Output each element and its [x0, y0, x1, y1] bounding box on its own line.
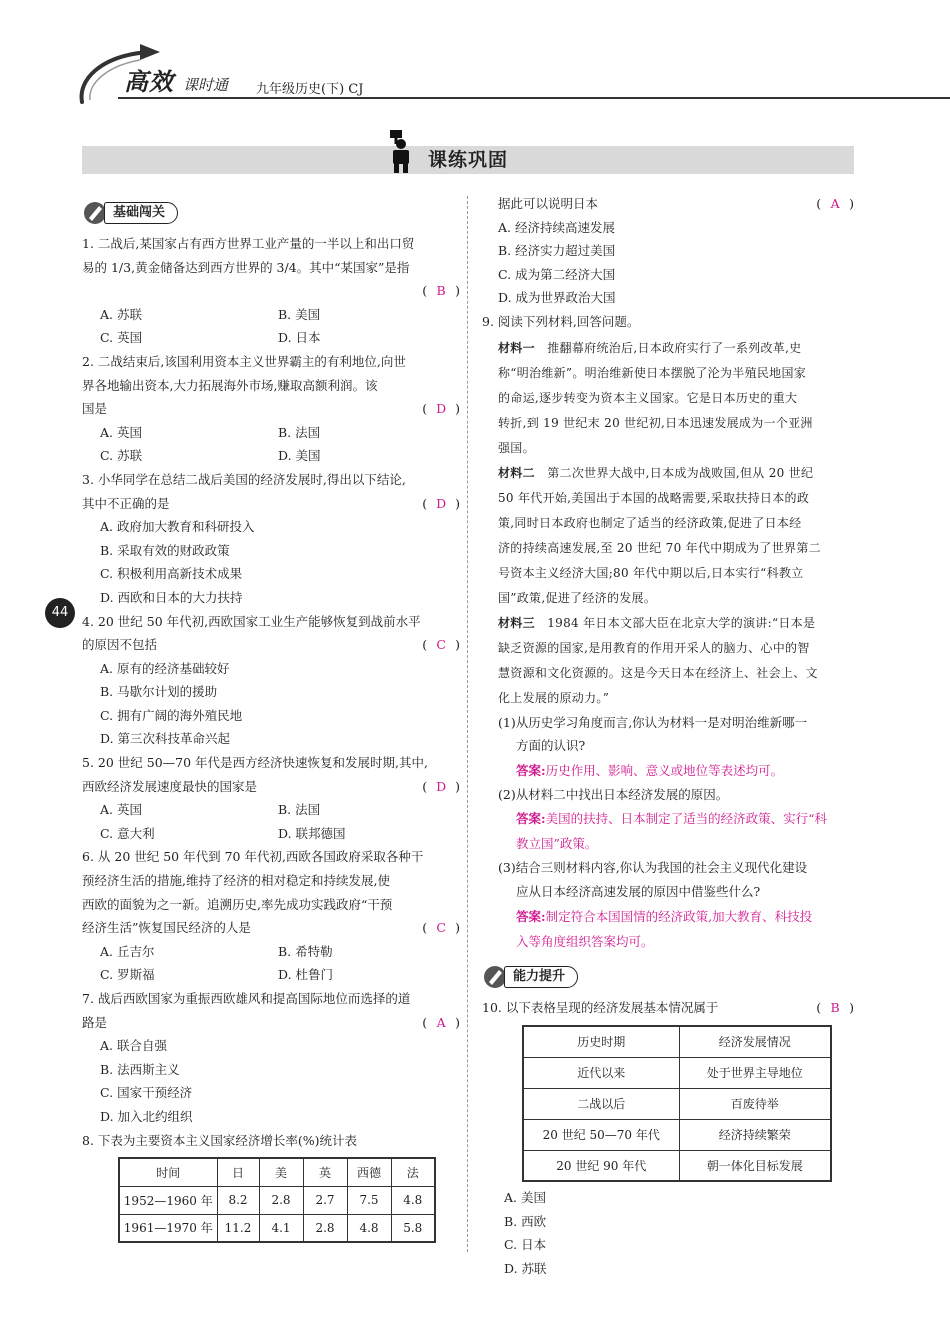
advanced-tag — [482, 964, 854, 990]
option: A. 丘吉尔 — [100, 943, 155, 959]
option: B. 希特勒 — [278, 943, 333, 959]
table-cell: 20 世纪 90 年代 — [523, 1150, 679, 1181]
material-1 — [482, 336, 854, 461]
material-line: 国”政策,促进了经济的发展。 — [498, 590, 657, 605]
table-cell: 经济持续繁荣 — [679, 1119, 831, 1150]
page-number: 44 — [45, 598, 75, 628]
table-cell: 8.2 — [217, 1186, 259, 1214]
answer-letter: A — [830, 196, 840, 211]
question-1 — [82, 232, 460, 350]
question-2 — [82, 350, 460, 468]
option: C. 成为第二经济大国 — [498, 266, 616, 282]
page-header — [0, 0, 950, 110]
option: B. 采取有效的财政政策 — [100, 542, 230, 558]
options — [82, 940, 460, 987]
book-info: 九年级历史(下) CJ — [256, 82, 364, 97]
question-line: 2. 二战结束后,该国利用资本主义世界霸主的有利地位,向世 — [82, 353, 406, 369]
option: B. 经济实力超过美国 — [498, 243, 616, 259]
material-line: 策,同时日本政府也制定了适当的经济政策,促进了日本经 — [498, 515, 802, 530]
question-6 — [82, 845, 460, 987]
material-line: 缺乏资源的国家,是用教育的作用开采人的脑力、心中的智 — [498, 640, 810, 655]
table-cell: 4.8 — [391, 1186, 435, 1214]
table-cell: 1961—1970 年 — [119, 1214, 217, 1242]
option: D. 西欧和日本的大力扶持 — [100, 589, 243, 605]
table-header: 美 — [259, 1158, 303, 1186]
option: D. 成为世界政治大国 — [498, 290, 616, 306]
brand-subtitle: 课时通 — [183, 76, 229, 94]
options — [82, 1034, 460, 1128]
table-row — [523, 1150, 831, 1181]
option: C. 国家干预经济 — [100, 1085, 193, 1101]
answer-letter: D — [436, 778, 447, 794]
table-row — [119, 1214, 435, 1242]
answer-3-cont: 入等角度组织答案均可。 — [516, 933, 654, 949]
table-cell: 4.8 — [347, 1214, 391, 1242]
question-line: 5. 20 世纪 50—70 年代是西方经济快速恢复和发展时期,其中, — [82, 755, 428, 771]
question-line: 9. 阅读下列材料,回答问题。 — [482, 313, 640, 329]
options — [82, 303, 460, 350]
option: C. 苏联 — [100, 448, 143, 464]
question-8-continued — [482, 192, 854, 310]
option: B. 西欧 — [504, 1213, 547, 1229]
question-line: 10. 以下表格呈现的经济发展基本情况属于 ( B ) — [482, 996, 854, 1020]
question-line: 西欧经济发展速度最快的国家是 ( D ) — [82, 775, 460, 799]
material-2 — [482, 461, 854, 611]
option: C. 拥有广阔的海外殖民地 — [100, 707, 243, 723]
option: B. 马歇尔计划的援助 — [100, 684, 218, 700]
question-line: 6. 从 20 世纪 50 年代到 70 年代初,西欧各国政府采取各种干 — [82, 849, 424, 865]
option: D. 日本 — [278, 330, 321, 346]
table-header: 日 — [217, 1158, 259, 1186]
sub-question-3: (3)结合三则材料内容,你认为我国的社会主义现代化建设 — [498, 860, 808, 876]
question-4 — [82, 610, 460, 752]
question-line: 8. 下表为主要资本主义国家经济增长率(%)统计表 — [82, 1132, 358, 1148]
question-7 — [82, 987, 460, 1129]
question-line: 3. 小华同学在总结二战后美国的经济发展时,得出以下结论, — [82, 471, 406, 487]
answer-2-cont: 教立国”政策。 — [516, 836, 598, 852]
table-cell: 1952—1960 年 — [119, 1186, 217, 1214]
option: A. 美国 — [504, 1190, 546, 1206]
brand-title: 高效 — [124, 67, 174, 96]
option: B. 法国 — [278, 424, 321, 440]
answer-3: 答案:制定符合本国国情的经济政策,加大教育、科技投 — [516, 908, 813, 924]
person-holding-sign-icon — [384, 128, 418, 174]
sub-question-2: (2)从材料二中找出日本经济发展的原因。 — [498, 786, 729, 802]
table-cell: 近代以来 — [523, 1057, 679, 1088]
table-row — [523, 1088, 831, 1119]
answer-letter: C — [436, 920, 446, 936]
question-8 — [82, 1129, 460, 1244]
option: A. 英国 — [100, 424, 142, 440]
question-3 — [82, 468, 460, 610]
options — [482, 1186, 854, 1280]
growth-rate-table — [118, 1157, 436, 1243]
table-header: 时间 — [119, 1158, 217, 1186]
question-line: 易的 1/3,黄金储备达到西方世界的 3/4。其中“某国家”是指 — [82, 259, 410, 275]
material-line: 材料二 第二次世界大战中,日本成为战败国,但从 20 世纪 — [498, 465, 814, 480]
option: B. 法西斯主义 — [100, 1061, 180, 1077]
question-9 — [482, 310, 854, 954]
table-cell: 百废待举 — [679, 1088, 831, 1119]
question-line: 经济生活”恢复国民经济的人是 ( C ) — [82, 916, 460, 940]
option: C. 意大利 — [100, 825, 155, 841]
material-line: 称“明治维新”。明治维新使日本摆脱了沦为半殖民地国家 — [498, 365, 807, 380]
options — [482, 216, 854, 310]
table-cell: 2.7 — [303, 1186, 347, 1214]
question-line: 其中不正确的是 ( D ) — [82, 492, 460, 516]
option: D. 第三次科技革命兴起 — [100, 731, 231, 747]
table-cell: 处于世界主导地位 — [679, 1057, 831, 1088]
answer-letter: D — [436, 495, 447, 511]
option: A. 苏联 — [100, 306, 142, 322]
table-cell: 二战以后 — [523, 1088, 679, 1119]
answer-2: 答案:美国的扶持、日本制定了适当的经济政策、实行“科 — [516, 811, 828, 827]
answer-letter: D — [436, 401, 447, 417]
answer-letter: B — [830, 999, 840, 1015]
question-line: 据此可以说明日本 ( A ) — [482, 192, 854, 216]
sub-question-1-cont: 方面的认识? — [516, 738, 586, 754]
option: C. 罗斯福 — [100, 967, 155, 983]
material-line: 50 年代开始,美国出于本国的战略需要,采取扶持日本的政 — [498, 490, 810, 505]
question-line: 路是 ( A ) — [82, 1011, 460, 1035]
header-rule — [118, 97, 950, 99]
advanced-tag-label: 能力提升 — [504, 966, 578, 988]
material-line: 化上发展的原动力。” — [498, 690, 610, 705]
table-cell: 2.8 — [303, 1214, 347, 1242]
column-divider — [467, 196, 468, 1252]
table-cell: 5.8 — [391, 1214, 435, 1242]
option: A. 联合自强 — [100, 1038, 167, 1054]
options — [82, 657, 460, 751]
right-column — [482, 192, 854, 1281]
left-column — [82, 200, 460, 1243]
question-line: 西欧的面貌为之一新。追溯历史,率先成功实践政府“干预 — [82, 896, 393, 912]
answer-letter: A — [436, 1014, 446, 1030]
material-line: 转折,到 19 世纪末 20 世纪初,日本迅速发展成为一个亚洲 — [498, 415, 813, 430]
table-row — [523, 1119, 831, 1150]
option: D. 加入北约组织 — [100, 1108, 193, 1124]
table-cell: 11.2 — [217, 1214, 259, 1242]
question-line: 界各地输出资本,大力拓展海外市场,赚取高额利润。该 — [82, 377, 378, 393]
option: B. 美国 — [278, 306, 321, 322]
question-line: 国是 ( D ) — [82, 397, 460, 421]
table-cell: 7.5 — [347, 1186, 391, 1214]
question-10 — [482, 996, 854, 1281]
table-cell: 20 世纪 50—70 年代 — [523, 1119, 679, 1150]
table-header: 历史时期 — [523, 1026, 679, 1057]
option: A. 原有的经济基础较好 — [100, 660, 230, 676]
table-cell: 朝一体化目标发展 — [679, 1150, 831, 1181]
options — [82, 798, 460, 845]
answer-slot: ( B ) — [82, 279, 460, 303]
option: A. 政府加大教育和科研投入 — [100, 519, 255, 535]
option: C. 英国 — [100, 330, 143, 346]
options — [82, 515, 460, 609]
table-row — [119, 1186, 435, 1214]
material-line: 的命运,逐步转变为资本主义国家。它是日本历史的重大 — [498, 390, 798, 405]
option: D. 美国 — [278, 448, 321, 464]
option: B. 法国 — [278, 802, 321, 818]
question-line: 的原因不包括 ( C ) — [82, 633, 460, 657]
material-3 — [482, 611, 854, 711]
material-line: 济的持续高速发展,至 20 世纪 70 年代中期成为了世界第二 — [498, 540, 821, 555]
material-label: 材料三 — [498, 615, 535, 630]
sub-question-1: (1)从历史学习角度而言,你认为材料一是对明治维新哪一 — [498, 714, 808, 730]
option: D. 联邦德国 — [278, 825, 346, 841]
question-5 — [82, 751, 460, 845]
option: A. 英国 — [100, 802, 142, 818]
table-header: 英 — [303, 1158, 347, 1186]
question-line: 1. 二战后,某国家占有西方世界工业产量的一半以上和出口贸 — [82, 236, 415, 251]
economy-table — [522, 1025, 832, 1182]
option: C. 日本 — [504, 1237, 547, 1253]
answer-letter: B — [436, 283, 446, 299]
table-cell: 2.8 — [259, 1186, 303, 1214]
material-label: 材料二 — [498, 465, 535, 480]
option: A. 经济持续高速发展 — [498, 219, 615, 235]
table-cell: 4.1 — [259, 1214, 303, 1242]
material-label: 材料一 — [498, 340, 535, 355]
basic-tag — [82, 200, 460, 226]
question-line: 7. 战后西欧国家为重振西欧雄风和提高国际地位而选择的道 — [82, 991, 411, 1006]
table-header-row — [523, 1026, 831, 1057]
option: D. 苏联 — [504, 1260, 547, 1276]
table-header: 法 — [391, 1158, 435, 1186]
answer-1: 答案:历史作用、影响、意义或地位等表述均可。 — [516, 762, 784, 778]
question-line: 预经济生活的措施,维持了经济的相对稳定和持续发展,使 — [82, 873, 390, 889]
sub-question-3-cont: 应从日本经济高速发展的原因中借鉴些什么? — [516, 883, 761, 899]
table-header-row — [119, 1158, 435, 1186]
basic-tag-label: 基础闯关 — [104, 202, 178, 224]
material-line: 材料一 推翻幕府统治后,日本政府实行了一系列改革,史 — [498, 340, 802, 355]
options — [82, 421, 460, 468]
material-line: 慧资源和文化资源的。这是今天日本在经济上、社会上、文 — [498, 665, 818, 680]
material-line: 材料三 1984 年日本文部大臣在北京大学的演讲:“日本是 — [498, 615, 816, 630]
answer-letter: C — [436, 637, 446, 653]
material-line: 号资本主义经济大国;80 年代中期以后,日本实行“科教立 — [498, 565, 804, 580]
question-line: 4. 20 世纪 50 年代初,西欧国家工业生产能够恢复到战前水平 — [82, 613, 421, 629]
section-title: 课练巩固 — [428, 149, 509, 171]
option: D. 杜鲁门 — [278, 967, 334, 983]
material-line: 强国。 — [498, 440, 535, 455]
table-header: 经济发展情况 — [679, 1026, 831, 1057]
table-header: 西德 — [347, 1158, 391, 1186]
option: C. 积极利用高新技术成果 — [100, 566, 243, 582]
table-row — [523, 1057, 831, 1088]
